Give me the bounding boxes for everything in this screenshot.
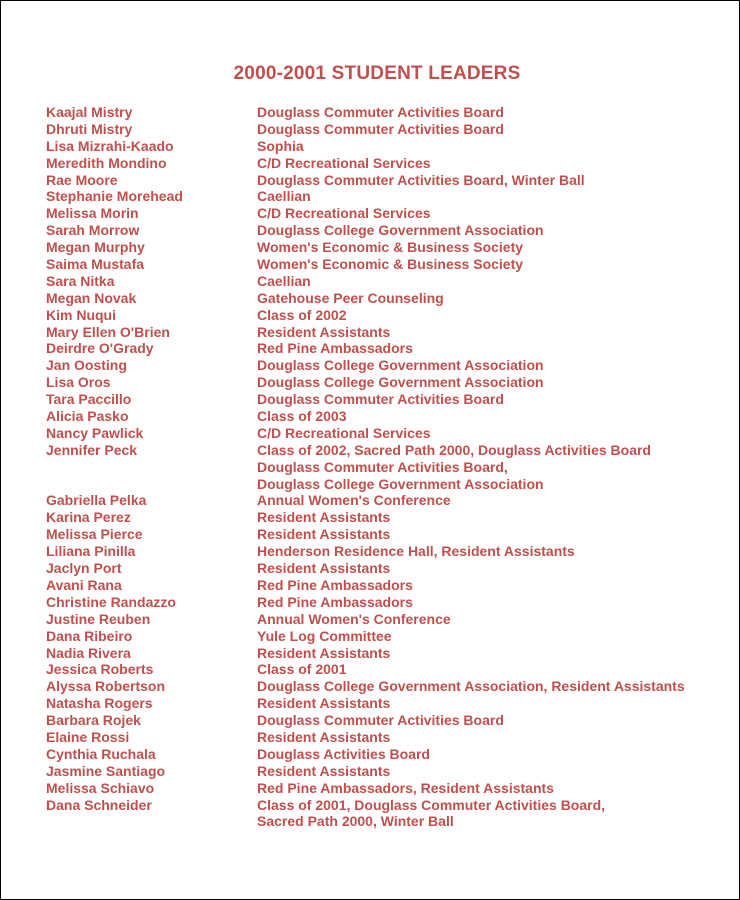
- leader-name: Sara Nitka: [46, 272, 115, 289]
- leader-row: [46, 611, 736, 628]
- leader-name: Rae Moore: [46, 171, 118, 188]
- leader-name: Cynthia Ruchala: [46, 745, 156, 762]
- leader-row: [46, 729, 736, 746]
- leader-organization: Red Pine Ambassadors, Resident Assistants: [257, 779, 554, 796]
- leader-name: Tara Paccillo: [46, 391, 132, 408]
- leader-row: [46, 476, 736, 493]
- leader-row: [46, 678, 736, 695]
- leader-row: [46, 712, 736, 729]
- leader-row: [46, 222, 736, 239]
- leader-organization: Resident Assistants: [257, 509, 391, 526]
- leader-name: Melissa Morin: [46, 205, 139, 222]
- leader-name: Dana Ribeiro: [46, 627, 133, 644]
- leader-name: Saima Mustafa: [46, 256, 145, 273]
- leader-row: [46, 121, 736, 138]
- leader-row: [46, 155, 736, 172]
- leader-row: [46, 645, 736, 662]
- leader-name: Alyssa Robertson: [46, 678, 166, 695]
- leader-name: Deirdre O'Grady: [46, 340, 154, 357]
- leader-row: [46, 172, 736, 189]
- leader-organization: Class of 2002, Sacred Path 2000, Douglass Activities Board: [257, 441, 651, 458]
- leader-name: Meredith Mondino: [46, 154, 167, 171]
- leader-organization: Annual Women's Conference: [257, 610, 451, 627]
- leader-name: Gabriella Pelka: [46, 492, 147, 509]
- leader-name: Christine Randazzo: [46, 593, 176, 610]
- leader-organization: Resident Assistants: [257, 728, 391, 745]
- leader-organization: Resident Assistants: [257, 762, 391, 779]
- leader-row: [46, 780, 736, 797]
- leader-name: Mary Ellen O'Brien: [46, 323, 170, 340]
- leader-organization: Resident Assistants: [257, 695, 391, 712]
- leader-organization: Class of 2001: [257, 661, 347, 678]
- leader-name: Elaine Rossi: [46, 728, 130, 745]
- leader-organization: Sacred Path 2000, Winter Ball: [257, 813, 454, 830]
- leader-row: [46, 374, 736, 391]
- leader-name: Jennifer Peck: [46, 441, 138, 458]
- leader-organization: Class of 2002: [257, 306, 347, 323]
- leader-organization: Red Pine Ambassadors: [257, 340, 413, 357]
- leader-name: Jasmine Santiago: [46, 762, 166, 779]
- leader-organization: Douglass Activities Board: [257, 745, 430, 762]
- leader-name: [46, 813, 257, 830]
- leader-name: Melissa Pierce: [46, 526, 143, 543]
- leader-row: [46, 273, 736, 290]
- leader-row: [46, 628, 736, 645]
- leader-row: [46, 543, 736, 560]
- leader-row: [46, 509, 736, 526]
- leader-row: [46, 408, 736, 425]
- leader-organization: Yule Log Committee: [257, 627, 392, 644]
- leader-organization: Douglass College Government Association, Resident Assistants: [257, 678, 685, 695]
- leader-organization: Caellian: [257, 272, 311, 289]
- leader-row: [46, 459, 736, 476]
- leader-row: [46, 391, 736, 408]
- leader-name: Nancy Pawlick: [46, 424, 144, 441]
- leader-name: Alicia Pasko: [46, 408, 129, 425]
- leader-name: Barbara Rojek: [46, 712, 141, 729]
- leader-organization: Douglass Commuter Activities Board: [257, 391, 504, 408]
- leader-organization: Women's Economic & Business Society: [257, 256, 524, 273]
- leader-organization: C/D Recreational Services: [257, 154, 431, 171]
- leader-name: Jan Oosting: [46, 357, 127, 374]
- leader-row: [46, 307, 736, 324]
- leader-row: [46, 290, 736, 307]
- leader-row: [46, 526, 736, 543]
- leader-organization: Douglass College Government Association: [257, 374, 544, 391]
- leader-row: [46, 594, 736, 611]
- leader-name: Natasha Rogers: [46, 695, 153, 712]
- leader-row: [46, 324, 736, 341]
- leader-organization: Resident Assistants: [257, 560, 391, 577]
- leader-name: Dana Schneider: [46, 796, 152, 813]
- leader-name: Megan Murphy: [46, 239, 145, 256]
- leader-organization: Class of 2003: [257, 408, 347, 425]
- leader-organization: Douglass Commuter Activities Board: [257, 104, 504, 120]
- leader-row: [46, 138, 736, 155]
- leader-name: [46, 459, 257, 476]
- leader-row: [46, 661, 736, 678]
- leader-row: [46, 813, 736, 830]
- leader-row: [46, 357, 736, 374]
- leader-organization: Class of 2001, Douglass Commuter Activities Board,: [257, 796, 606, 813]
- leader-name: Liliana Pinilla: [46, 543, 136, 560]
- leader-row: [46, 256, 736, 273]
- leader-row: [46, 442, 736, 459]
- leader-organization: Caellian: [257, 188, 311, 205]
- leader-name: Kim Nuqui: [46, 306, 116, 323]
- leader-row: [46, 746, 736, 763]
- leader-name: Avani Rana: [46, 576, 122, 593]
- leader-name: Justine Reuben: [46, 610, 151, 627]
- leader-name: Dhruti Mistry: [46, 120, 133, 137]
- leader-row: [46, 560, 736, 577]
- student-leaders-list: [46, 104, 736, 830]
- leader-name: Stephanie Morehead: [46, 188, 183, 205]
- leader-organization: Douglass College Government Association: [257, 357, 544, 374]
- leader-row: [46, 797, 736, 814]
- leader-row: [46, 425, 736, 442]
- leader-organization: Douglass Commuter Activities Board: [257, 712, 504, 729]
- leader-organization: Women's Economic & Business Society: [257, 239, 524, 256]
- leader-row: [46, 104, 736, 121]
- leader-organization: C/D Recreational Services: [257, 424, 431, 441]
- leader-row: [46, 695, 736, 712]
- leader-row: [46, 492, 736, 509]
- leader-name: Karina Perez: [46, 509, 131, 526]
- leader-organization: Sophia: [257, 137, 304, 154]
- leader-organization: Gatehouse Peer Counseling: [257, 289, 444, 306]
- leader-row: [46, 188, 736, 205]
- leader-organization: Douglass Commuter Activities Board: [257, 120, 504, 137]
- leader-name: Melissa Schiavo: [46, 779, 155, 796]
- leader-organization: Douglass Commuter Activities Board,: [257, 458, 508, 475]
- leader-row: [46, 763, 736, 780]
- leader-name: [46, 476, 257, 493]
- leader-name: Jessica Roberts: [46, 661, 154, 678]
- leader-organization: Red Pine Ambassadors: [257, 593, 413, 610]
- page-title: 2000-2001 STUDENT LEADERS: [233, 63, 521, 84]
- leader-organization: Douglass Commuter Activities Board, Winter Ball: [257, 171, 585, 188]
- leader-organization: Douglass College Government Association: [257, 222, 544, 239]
- leader-organization: Resident Assistants: [257, 526, 391, 543]
- leader-name: Megan Novak: [46, 289, 137, 306]
- leader-row: [46, 239, 736, 256]
- leader-organization: Resident Assistants: [257, 644, 391, 661]
- leader-row: [46, 340, 736, 357]
- leader-row: [46, 205, 736, 222]
- leader-organization: Henderson Residence Hall, Resident Assistants: [257, 543, 575, 560]
- leader-organization: Resident Assistants: [257, 323, 391, 340]
- leader-name: Jaclyn Port: [46, 560, 122, 577]
- leader-organization: Annual Women's Conference: [257, 492, 451, 509]
- leader-name: Kaajal Mistry: [46, 104, 133, 120]
- leader-row: [46, 577, 736, 594]
- leader-name: Nadia Rivera: [46, 644, 131, 661]
- leader-organization: Douglass College Government Association: [257, 475, 544, 492]
- leader-name: Lisa Mizrahi-Kaado: [46, 137, 174, 154]
- leader-name: Lisa Oros: [46, 374, 111, 391]
- leader-organization: C/D Recreational Services: [257, 205, 431, 222]
- leader-organization: Red Pine Ambassadors: [257, 576, 413, 593]
- leader-name: Sarah Morrow: [46, 222, 140, 239]
